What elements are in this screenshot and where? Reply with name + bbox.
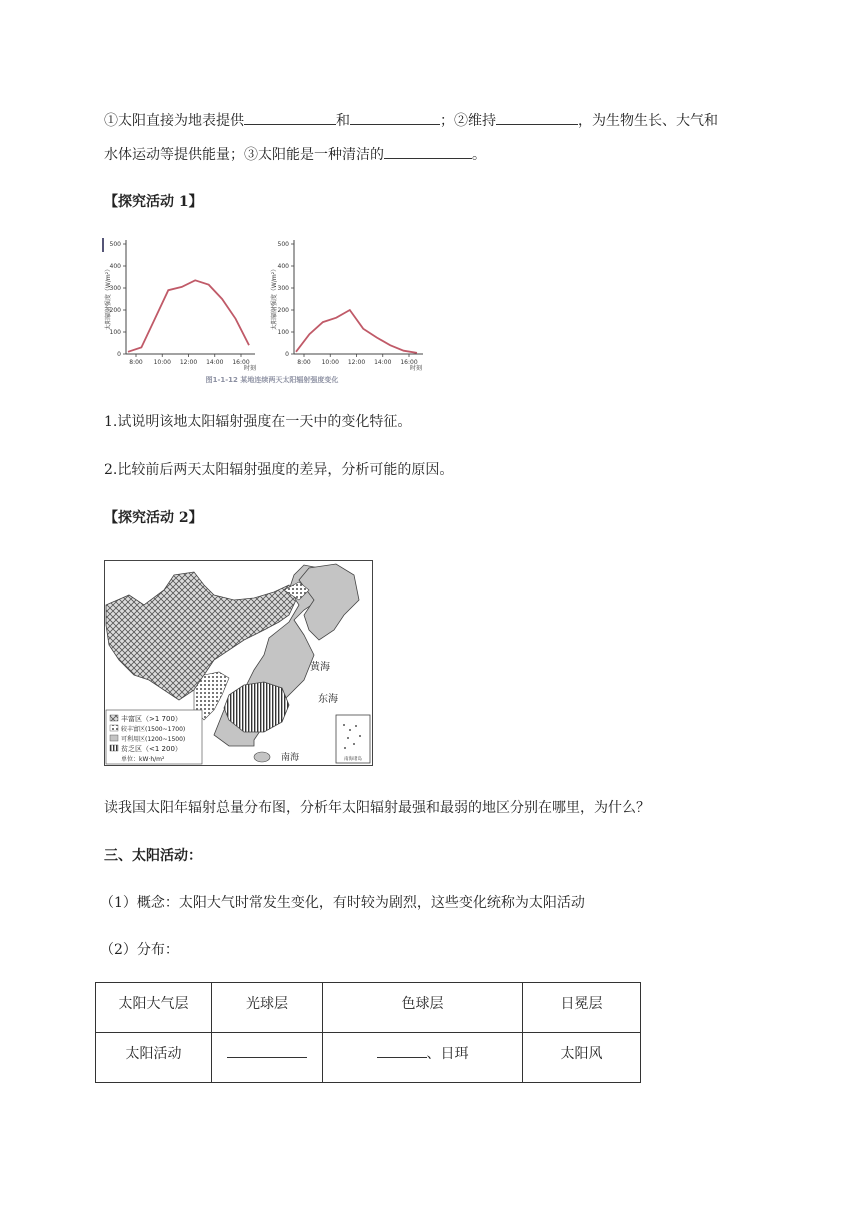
map-legend	[106, 710, 202, 764]
c2-ytick-label: 200	[277, 307, 289, 314]
intro-text-6: 。	[472, 147, 486, 163]
c2-xtick-label: 10:00	[321, 359, 339, 366]
blank-chromosphere[interactable]	[377, 1043, 427, 1058]
activity1-heading: 【探究活动 1】	[104, 194, 203, 210]
section3-distribution: （2）分布：	[100, 942, 179, 958]
c2-ytick-label: 300	[277, 285, 289, 292]
table-header-cell: 太阳大气层	[96, 983, 212, 1033]
c1-ytick-label: 500	[109, 241, 121, 248]
table-cell-photosphere[interactable]	[212, 1033, 323, 1083]
intro-text-1: ①太阳直接为地表提供	[104, 113, 244, 129]
intro-line-1	[104, 110, 718, 131]
c1-ytick-label: 300	[109, 285, 121, 292]
chart-1-series-line	[128, 280, 249, 352]
chart-1-xlabel: 时刻	[243, 365, 257, 372]
question-2: 2.比较前后两天太阳辐射强度的差异，分析可能的原因。	[104, 462, 454, 478]
label-east-sea: 东海	[318, 694, 338, 705]
intro-text-3: ；②维持	[440, 113, 496, 129]
figure-caption: 图1-1-12 某地连续两天太阳辐射强度变化	[205, 376, 339, 384]
intro-text-4: ，为生物生长、大气和	[578, 113, 718, 129]
c1-xtick-label: 16:00	[232, 359, 250, 366]
blank-3[interactable]	[496, 110, 578, 125]
c1-xtick-label: 10:00	[153, 359, 171, 366]
table-header-cell: 日冕层	[523, 983, 641, 1033]
blank-photosphere[interactable]	[227, 1043, 307, 1058]
chart-2-xlabel: 时刻	[409, 365, 423, 372]
chart-1-ylabel: 太阳辐射强度（W/m²）	[105, 265, 112, 331]
activity2-heading: 【探究活动 2】	[104, 510, 203, 526]
intro-text-5: 水体运动等提供能量；③太阳能是一种清洁的	[104, 147, 384, 163]
c1-xtick-label: 12:00	[179, 359, 198, 366]
c2-ytick-label: 500	[277, 241, 289, 248]
label-south-sea: 南海	[281, 753, 300, 763]
c1-xtick-label: 8:00	[129, 359, 143, 366]
table-header-cell: 光球层	[212, 983, 323, 1033]
solar-activity-table	[95, 982, 641, 1083]
legend-item-4: 贫乏区（<1 200）	[121, 745, 182, 753]
c2-xtick-label: 14:00	[374, 359, 392, 366]
c2-ytick-label: 100	[277, 329, 289, 336]
c1-xtick-label: 14:00	[206, 359, 224, 366]
chart-1	[104, 240, 256, 372]
table-row-label: 太阳活动	[96, 1033, 212, 1083]
table-row	[96, 1033, 641, 1083]
c2-xtick-label: 12:00	[347, 359, 366, 366]
c1-ytick-label: 100	[109, 329, 121, 336]
label-yellow-sea: 黄海	[310, 662, 330, 673]
table-header-row	[96, 983, 641, 1033]
legend-item-2: 较丰富区(1500~1700)	[121, 726, 186, 733]
question-1: 1.试说明该地太阳辐射强度在一天中的变化特征。	[104, 414, 412, 430]
china-solar-map	[104, 560, 374, 766]
legend-item-3: 可利用区(1200~1500)	[121, 736, 186, 743]
chart-2	[270, 240, 423, 372]
section3-heading: 三、太阳活动：	[104, 848, 202, 864]
blank-1[interactable]	[244, 110, 336, 125]
table-cell-chromosphere	[323, 1033, 523, 1083]
intro-text-2: 和	[336, 113, 350, 129]
c2-xtick-label: 16:00	[400, 359, 418, 366]
legend-unit: 单位：kW·h/m²	[121, 756, 165, 763]
label-inset: 南海诸岛	[344, 757, 362, 762]
c1-ytick-label: 400	[109, 263, 121, 270]
blank-4[interactable]	[384, 144, 472, 159]
legend-item-1: 丰富区（>1 700）	[121, 715, 182, 723]
c2-ytick-label: 400	[277, 263, 289, 270]
c1-ytick-label: 0	[117, 351, 121, 358]
chart-2-series-line	[296, 310, 417, 353]
c1-ytick-label: 200	[109, 307, 121, 314]
intro-line-2	[104, 144, 486, 165]
table-header-cell: 色球层	[323, 983, 523, 1033]
chromosphere-suffix: 、日珥	[426, 1046, 469, 1062]
c2-xtick-label: 8:00	[297, 359, 311, 366]
section3-concept: （1）概念：太阳大气时常发生变化，有时较为剧烈，这些变化统称为太阳活动	[100, 895, 585, 911]
map-question: 读我国太阳年辐射总量分布图，分析年太阳辐射最强和最弱的地区分别在哪里，为什么？	[104, 800, 650, 816]
c2-ytick-label: 0	[285, 351, 289, 358]
radiation-line-charts	[100, 232, 445, 388]
chart-2-ylabel: 太阳辐射强度（W/m²）	[271, 265, 278, 331]
table-cell-corona: 太阳风	[523, 1033, 641, 1083]
blank-2[interactable]	[350, 110, 440, 125]
